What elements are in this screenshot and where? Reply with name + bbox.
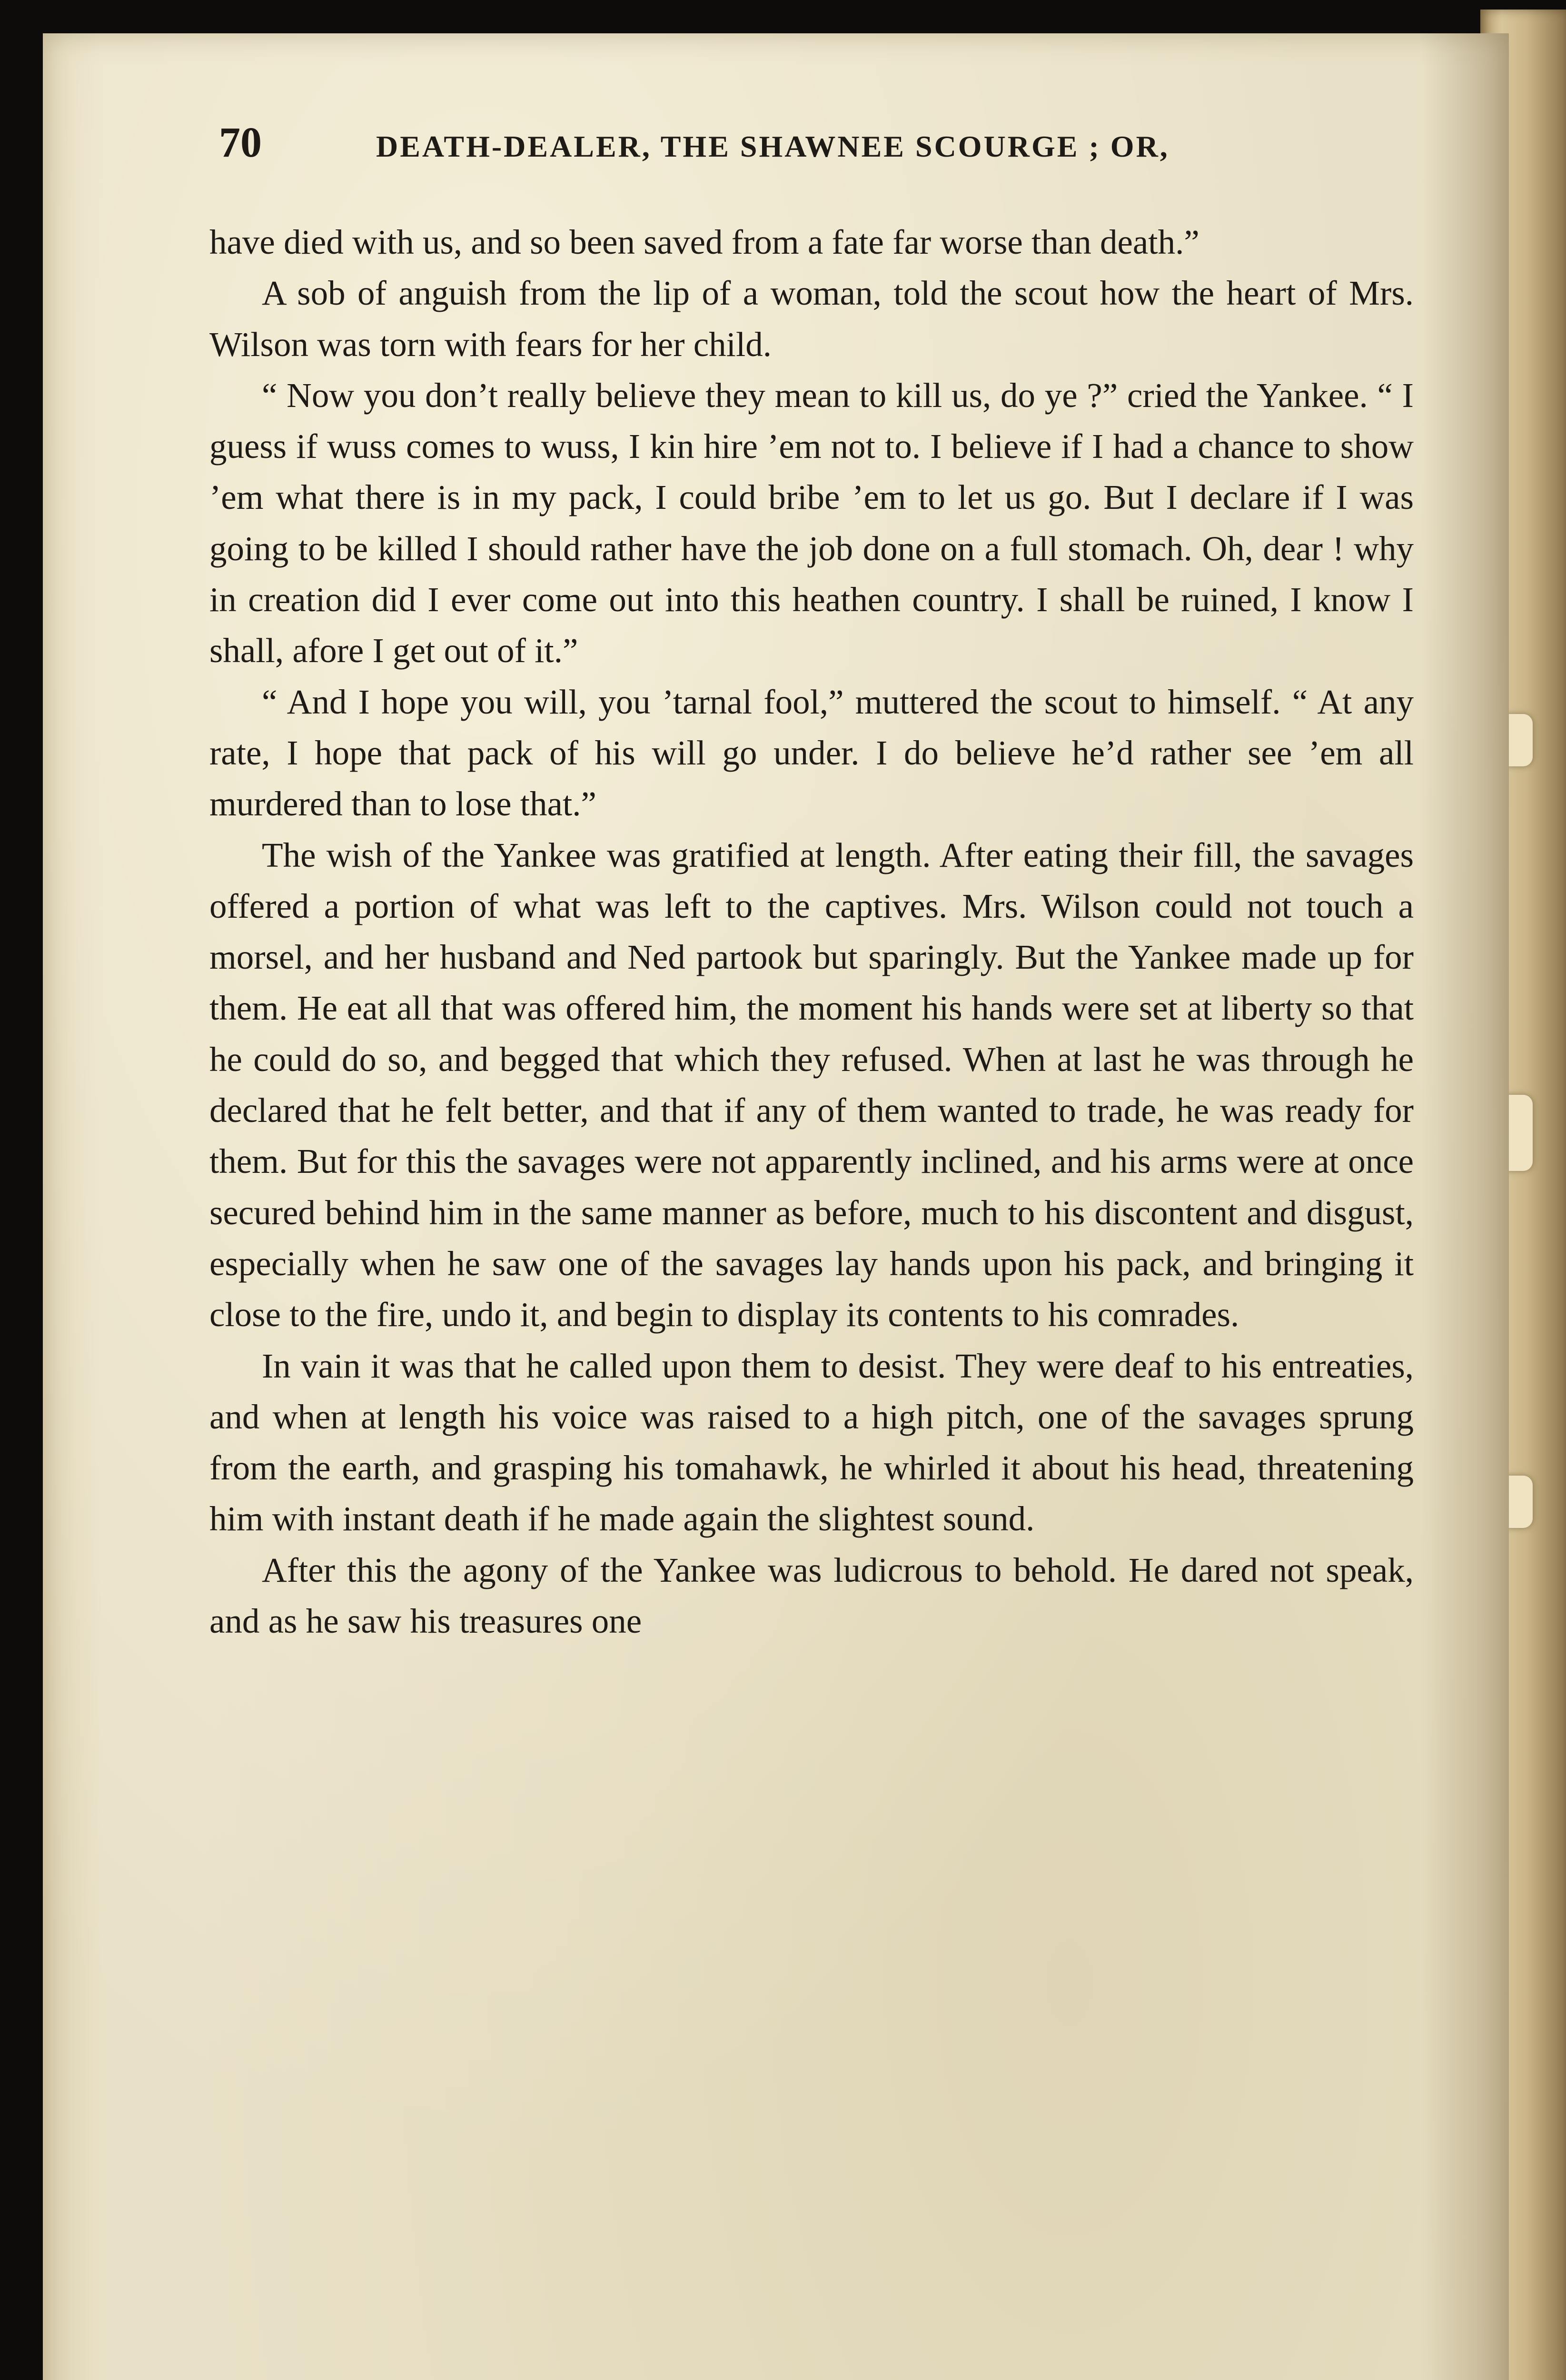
body-text — [209, 217, 1414, 1646]
paragraph: “ Now you don’t really believe they mean to kill us, do ye ?” cried the Yankee. “ I guess if wuss comes to wuss, I kin hire ’em not to. I believe if I had a chance to show ’em what there is in my pack, I could bribe ’em to let us go. But I declare if I was going to be killed I should rather have the job done on a full stomach. Oh, dear ! why in creation did I ever come out into this heathen country. I shall be ruined, I know I shall, afore I get out of it.” — [209, 376, 1414, 670]
paragraph: have died with us, and so been saved from a fate far worse than death.” — [209, 223, 1199, 261]
paragraph: “ And I hope you will, you ’tarnal fool,” muttered the scout to himself. “ At any rate, I hope that pack of his will go under. I do believe he’d rather see ’em all murdered than to lose that.” — [209, 682, 1414, 823]
page-number: 70 — [219, 119, 262, 166]
paragraph: After this the agony of the Yankee was ludicrous to behold. He dared not speak, and as he saw his treasures one — [209, 1550, 1414, 1641]
paragraph: In vain it was that he called upon them to desist. They were deaf to his entreaties, and when at length his voice was raised to a high pitch, one of the savages sprung from the earth, and grasping his tomahawk, he whirled it about his head, threatening him with instant death if he made again the slightest sound. — [209, 1346, 1414, 1538]
running-head: DEATH-DEALER, THE SHAWNEE SCOURGE ; OR, — [376, 129, 1170, 163]
page-header — [219, 117, 1509, 174]
paragraph: The wish of the Yankee was gratified at length. After eating their fill, the savages offered a portion of what was left to the captives. Mrs. Wilson could not touch a morsel, and her husband and Ned partook but sparingly. But the Yankee made up for them. He eat all that was offered him, the moment his hands were set at liberty so that he could do so, and begged that which they refused. When at last he was through he declared that he felt better, and that if any of them wanted to trade, he was ready for them. But for this the savages were not apparently inclined, and his arms were at once secured behind him in the same manner as before, much to his discontent and disgust, especially when he saw one of the savages lay hands upon his pack, and bringing it close to the fire, undo it, and begin to display its contents to his comrades. — [209, 835, 1414, 1334]
paragraph: A sob of anguish from the lip of a woman, told the scout how the heart of Mrs. Wilson was torn with fears for her child. — [209, 274, 1414, 364]
